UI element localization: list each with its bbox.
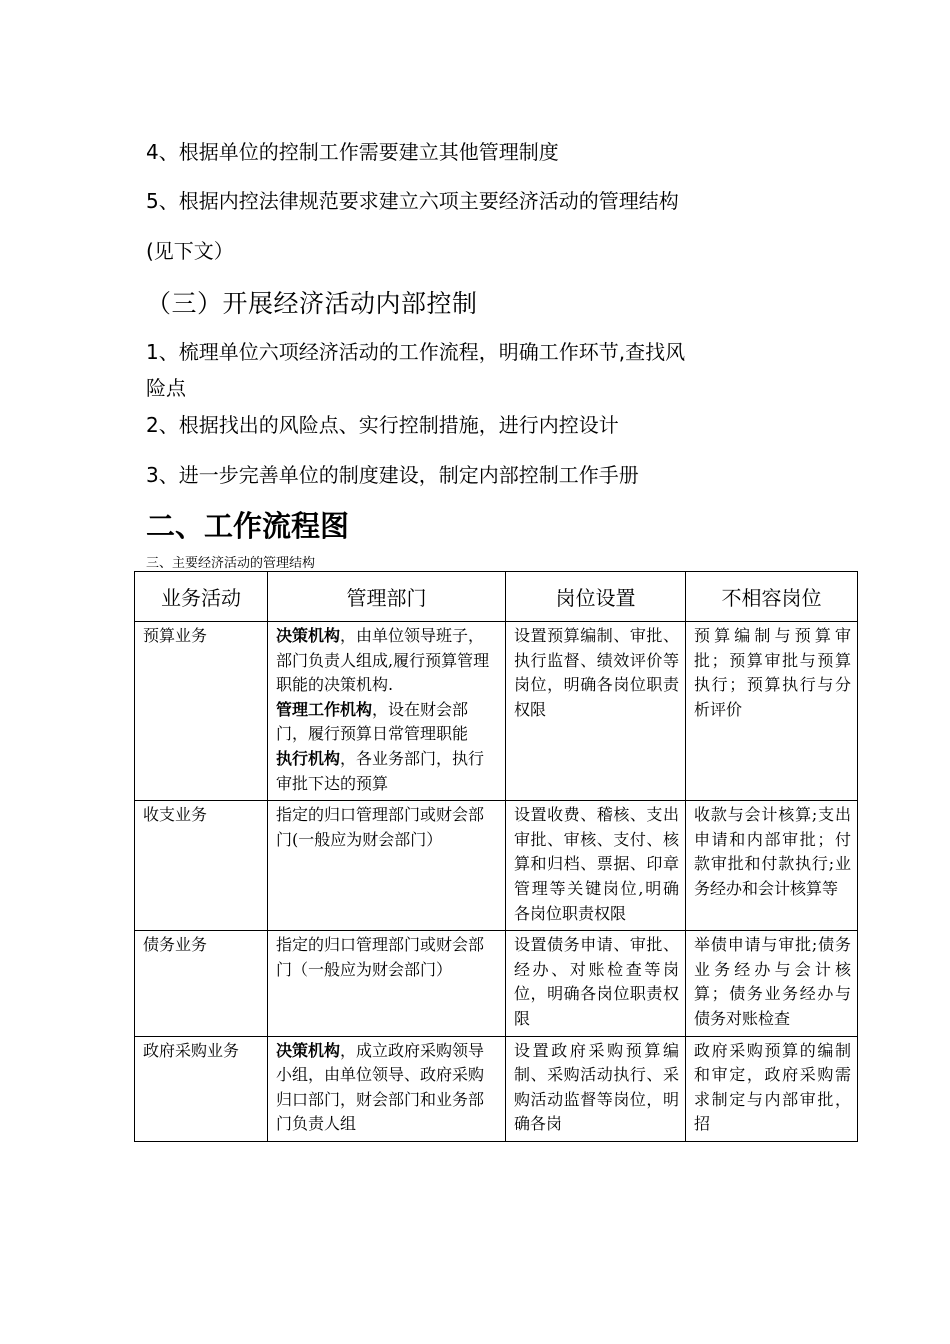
dept-text: ，成立政府采购领导小组，由单位领导、政府采购归口部门，财会部门和业务部门负责人组 xyxy=(276,1040,485,1134)
step-1-line-a: 1、梳理单位六项经济活动的工作流程，明确工作环节,查找风 xyxy=(146,340,686,364)
step-3: 3、进一步完善单位的制度建设，制定内部控制工作手册 xyxy=(146,463,639,487)
dept-text: ，设在财会部门，履行预算日常管理职能 xyxy=(276,699,469,744)
cell-dept xyxy=(268,1036,506,1141)
header-dept: 管理部门 xyxy=(268,572,506,622)
header-incompatible: 不相容岗位 xyxy=(686,572,858,622)
header-activity: 业务活动 xyxy=(135,572,268,622)
dept-text: ，由单位领导班子，部门负责人组成,履行预算管理职能的决策机构. xyxy=(276,626,490,695)
heading-workflow: 二、工作流程图 xyxy=(146,509,350,543)
paragraph-4: 4、根据单位的控制工作需要建立其他管理制度 xyxy=(146,140,559,164)
step-1-line-b: 险点 xyxy=(146,376,186,400)
table-row xyxy=(135,1036,858,1141)
cell-posts: 设置债务申请、审批、经办、对账检查等岗位，明确各岗位职责权限 xyxy=(506,931,686,1036)
header-posts: 岗位设置 xyxy=(506,572,686,622)
cell-incompatible: 收款与会计核算;支出申请和内部审批；付款审批和付款执行;业务经办和会计核算等 xyxy=(686,801,858,931)
cell-dept: 指定的归口管理部门或财会部门（一般应为财会部门） xyxy=(268,931,506,1036)
table-row xyxy=(135,622,858,801)
step-2: 2、根据找出的风险点、实行控制措施，进行内控设计 xyxy=(146,413,619,437)
cell-posts: 设置收费、稽核、支出审批、审核、支付、核算和归档、票据、印章管理等关键岗位,明确各岗位职责权限 xyxy=(506,801,686,931)
cell-dept: 指定的归口管理部门或财会部门(一般应为财会部门） xyxy=(268,801,506,931)
section-heading-3: （三）开展经济活动内部控制 xyxy=(146,289,478,318)
table-caption: 三、主要经济活动的管理结构 xyxy=(146,556,316,571)
cell-posts: 设置政府采购预算编制、采购活动执行、采购活动监督等岗位，明确各岗 xyxy=(506,1036,686,1141)
table-row xyxy=(135,931,858,1036)
table-row xyxy=(135,801,858,931)
paragraph-5-continued: (见下文） xyxy=(146,239,234,263)
cell-activity: 收支业务 xyxy=(135,801,268,931)
cell-activity: 债务业务 xyxy=(135,931,268,1036)
dept-bold: 管理工作机构 xyxy=(276,699,373,719)
cell-dept xyxy=(268,622,506,801)
dept-bold: 决策机构 xyxy=(276,626,341,645)
cell-incompatible: 预算编制与预算审批；预算审批与预算执行；预算执行与分析评价 xyxy=(686,622,858,801)
cell-activity: 政府采购业务 xyxy=(135,1036,268,1141)
cell-incompatible: 政府采购预算的编制和审定，政府采购需求制定与内部审批，招 xyxy=(686,1036,858,1141)
dept-bold: 决策机构 xyxy=(276,1040,341,1060)
paragraph-5: 5、根据内控法律规范要求建立六项主要经济活动的管理结构 xyxy=(146,189,679,213)
dept-text: ，各业务部门，执行审批下达的预算 xyxy=(276,748,485,793)
cell-posts: 设置预算编制、审批、执行监督、绩效评价等岗位，明确各岗位职责权限 xyxy=(506,622,686,801)
management-structure-table xyxy=(134,571,858,1142)
table-header-row xyxy=(135,572,858,622)
cell-activity: 预算业务 xyxy=(135,622,268,801)
dept-bold: 执行机构 xyxy=(276,748,341,768)
cell-incompatible: 举债申请与审批;债务业务经办与会计核算；债务业务经办与债务对账检查 xyxy=(686,931,858,1036)
